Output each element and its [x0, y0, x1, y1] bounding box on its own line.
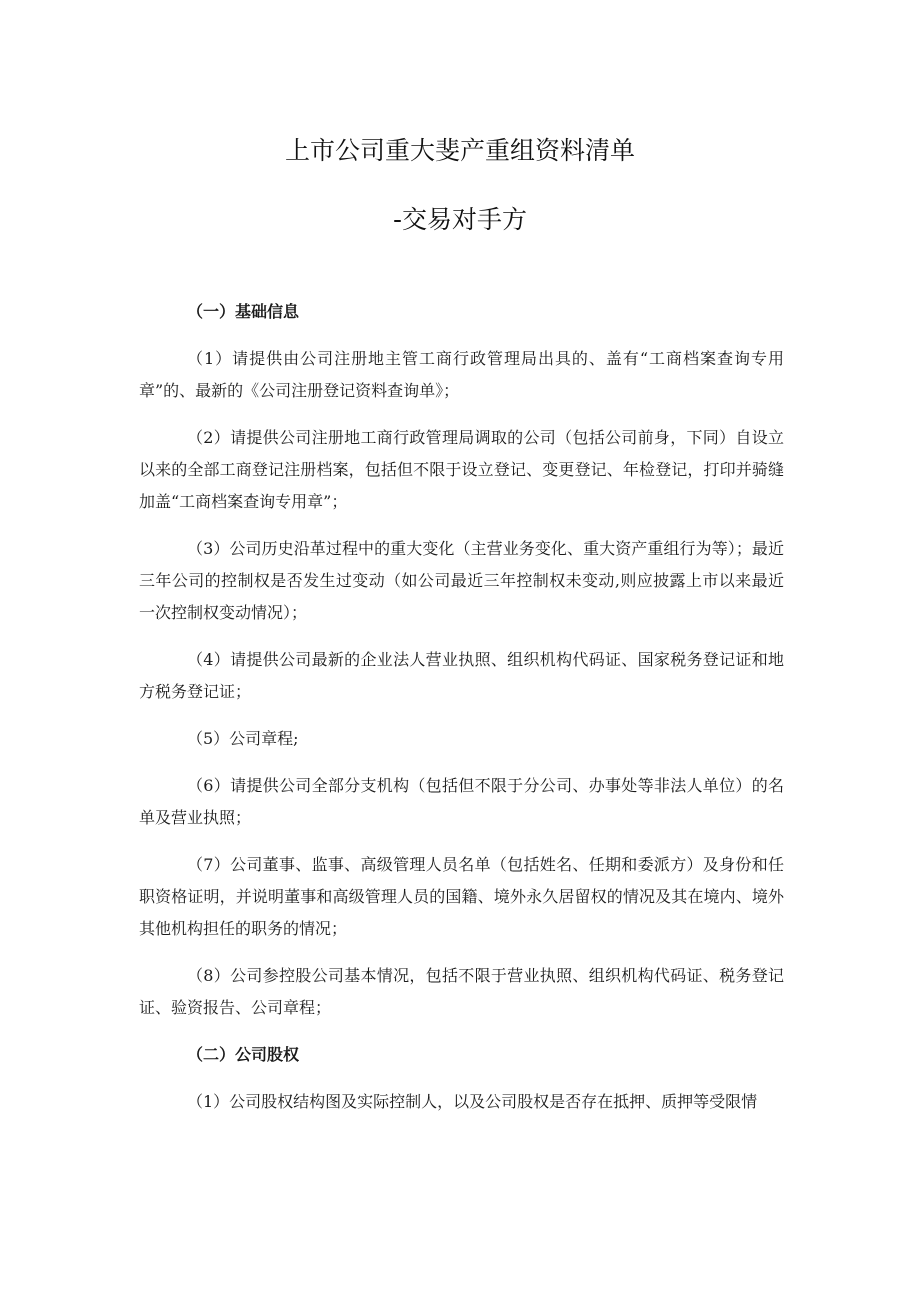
list-item: （1）公司股权结构图及实际控制人，以及公司股权是否存在抵押、质押等受限情 [187, 1092, 758, 1111]
document-title: 上市公司重大斐产重组资料清单 [284, 136, 635, 165]
list-item: （7）公司董事、监事、高级管理人员名单（包括姓名、任期和委派方）及身份和任职资格证明，并说明董事和高级管理人员的国籍、境外永久居留权的情况及其在境内、境外其他机构担任的职务的情况； [139, 855, 784, 938]
list-item: （2）请提供公司注册地工商行政管理局调取的公司（包括公司前身，下同）自设立以来的全部工商登记注册档案，包括但不限于设立登记、变更登记、年检登记，打印并骑缝加盖“工商档案查询专用章”； [139, 428, 784, 511]
list-item: （6）请提供公司全部分支机构（包括但不限于分公司、办事处等非法人单位）的名单及营业执照； [139, 776, 784, 827]
section-heading-equity: （二）公司股权 [187, 1045, 300, 1064]
section-heading-basic-info: （一）基础信息 [187, 302, 300, 321]
list-item: （5）公司章程; [187, 729, 299, 748]
list-item: （4）请提供公司最新的企业法人营业执照、组织机构代码证、国家税务登记证和地方税务登记证； [139, 650, 784, 701]
document-body [139, 296, 784, 1133]
list-item: （3）公司历史沿革过程中的重大变化（主营业务变化、重大资产重组行为等）；最近三年公司的控制权是否发生过变动（如公司最近三年控制权未变动,则应披露上市以来最近一次控制权变动情况）； [139, 539, 784, 622]
list-item: （8）公司参控股公司基本情况，包括不限于营业执照、组织机构代码证、税务登记证、验资报告、公司章程； [139, 966, 784, 1017]
list-item: （1）请提供由公司注册地主管工商行政管理局出具的、盖有“工商档案查询专用章”的、最新的《公司注册登记资料查询单》； [139, 349, 784, 400]
document-subtitle: -交易对手方 [392, 205, 528, 234]
